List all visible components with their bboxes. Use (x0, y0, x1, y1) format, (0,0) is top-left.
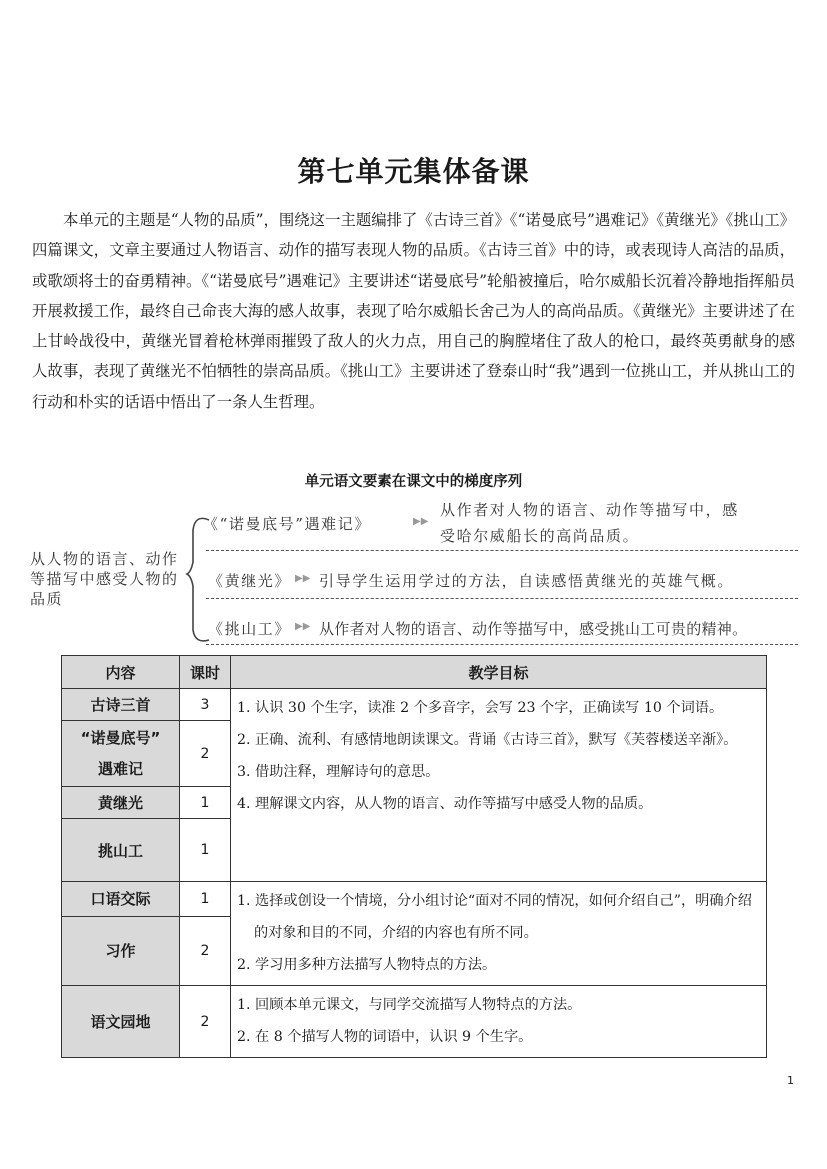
branch-3-lesson: 《挑山工》 (208, 620, 292, 638)
branch-1-lesson: 《“诺曼底号”遇难记》 (203, 515, 371, 533)
header-hours: 课时 (180, 656, 231, 689)
lesson-hours: 1 (180, 787, 231, 819)
arrow-icon: ▶▶ (413, 516, 429, 527)
lesson-hours: 2 (180, 721, 231, 787)
lesson-name: 挑山工 (62, 819, 180, 882)
lesson-name (62, 721, 180, 787)
header-content: 内容 (62, 656, 180, 689)
goal-item: 2. 学习用多种方法描写人物特点的方法。 (237, 957, 497, 973)
lesson-name-line: 遇难记 (97, 759, 143, 778)
branch-3-desc: 从作者对人物的语言、动作等描写中，感受挑山工可贵的精神。 (319, 620, 748, 638)
goal-item: 4. 理解课文内容，从人物的语言、动作等描写中感受人物的品质。 (237, 796, 653, 812)
lesson-name: 习作 (62, 916, 180, 985)
divider-3 (206, 644, 798, 645)
lesson-hours: 1 (180, 882, 231, 917)
goal-item: 3. 借助注释，理解诗句的意思。 (237, 764, 440, 780)
goal-item: 2. 在 8 个描写人物的词语中，认识 9 个生字。 (237, 1029, 533, 1045)
gradient-sequence-diagram (0, 492, 827, 652)
goals-cell-3 (231, 986, 767, 1058)
goal-item: 1. 回顾本单元课文，与同学交流描写人物特点的方法。 (237, 997, 582, 1013)
table-row (62, 882, 767, 917)
section-subtitle: 单元语文要素在课文中的梯度序列 (304, 474, 523, 490)
goal-item: 1. 选择或创设一个情境，分小组讨论“面对不同的情况，如何介绍自己”，明确介绍的对象和目的不同，介绍的内容也有所不同。 (237, 893, 752, 941)
goals-cell-1 (231, 689, 767, 882)
intro-paragraph: 本单元的主题是“人物的品质”，围绕这一主题编排了《古诗三首》《“诺曼底号”遇难记》《黄继光》《挑山工》四篇课文，文章主要通过人物语言、动作的描写表现人物的品质。《古诗三首》中的诗，或表现诗人高洁的品质，或歌颂将士的奋勇精神。《“诺曼底号”遇难记》主要讲述“诺曼底号”轮船被撞后，哈尔威船长沉着冷静地指挥船员开展救援工作，最终自己命丧大海的感人故事，表现了哈尔威船长舍己为人的高尚品质。《黄继光》主要讲述了在上甘岭战役中，黄继光冒着枪林弹雨摧毁了敌人的火力点，用自己的胸膛堵住了敌人的枪口，最终英勇献身的感人故事，表现了黄继光不怕牺牲的崇高品质。《挑山工》主要讲述了登泰山时“我”遇到一位挑山工，并从挑山工的行动和朴实的话语中悟出了一条人生哲理。 (32, 211, 795, 411)
arrow-icon: ▶▶ (295, 621, 311, 632)
branch-1-desc-line2: 受哈尔威船长的高尚品质。 (440, 527, 640, 545)
lesson-hours: 1 (180, 819, 231, 882)
divider-2 (206, 598, 798, 599)
arrow-icon: ▶▶ (295, 573, 311, 584)
page-title: 第七单元集体备课 (297, 155, 530, 188)
goals-cell-2 (231, 882, 767, 986)
page-number: 1 (787, 1074, 794, 1087)
lesson-name: 黄继光 (62, 787, 180, 819)
goal-item: 2. 正确、流利、有感情地朗读课文。背诵《古诗三首》，默写《芙蓉楼送辛渐》。 (237, 732, 738, 748)
teaching-plan-table (61, 655, 767, 1058)
lesson-name: 古诗三首 (62, 689, 180, 721)
branch-2-lesson: 《黄继光》 (208, 572, 292, 590)
lesson-hours: 2 (180, 916, 231, 985)
lesson-hours: 3 (180, 689, 231, 721)
lesson-name-line: “诺曼底号” (80, 728, 161, 747)
header-goals: 教学目标 (231, 656, 767, 689)
branch-1-desc-line1: 从作者对人物的语言、动作等描写中，感 (440, 501, 739, 519)
lesson-hours: 2 (180, 986, 231, 1058)
root-element-text: 从人物的语言、动作等描写中感受人物的品质 (30, 550, 179, 608)
table-row (62, 986, 767, 1058)
table-row (62, 689, 767, 721)
goal-item: 1. 认识 30 个生字，读准 2 个多音字，会写 23 个字，正确读写 10 个词语。 (237, 700, 724, 716)
branch-2-desc: 引导学生运用学过的方法，自读感悟黄继光的英雄气概。 (319, 572, 735, 590)
table-header-row (62, 656, 767, 689)
lesson-name: 口语交际 (62, 882, 180, 917)
divider-1 (206, 550, 798, 551)
lesson-name: 语文园地 (62, 986, 180, 1058)
